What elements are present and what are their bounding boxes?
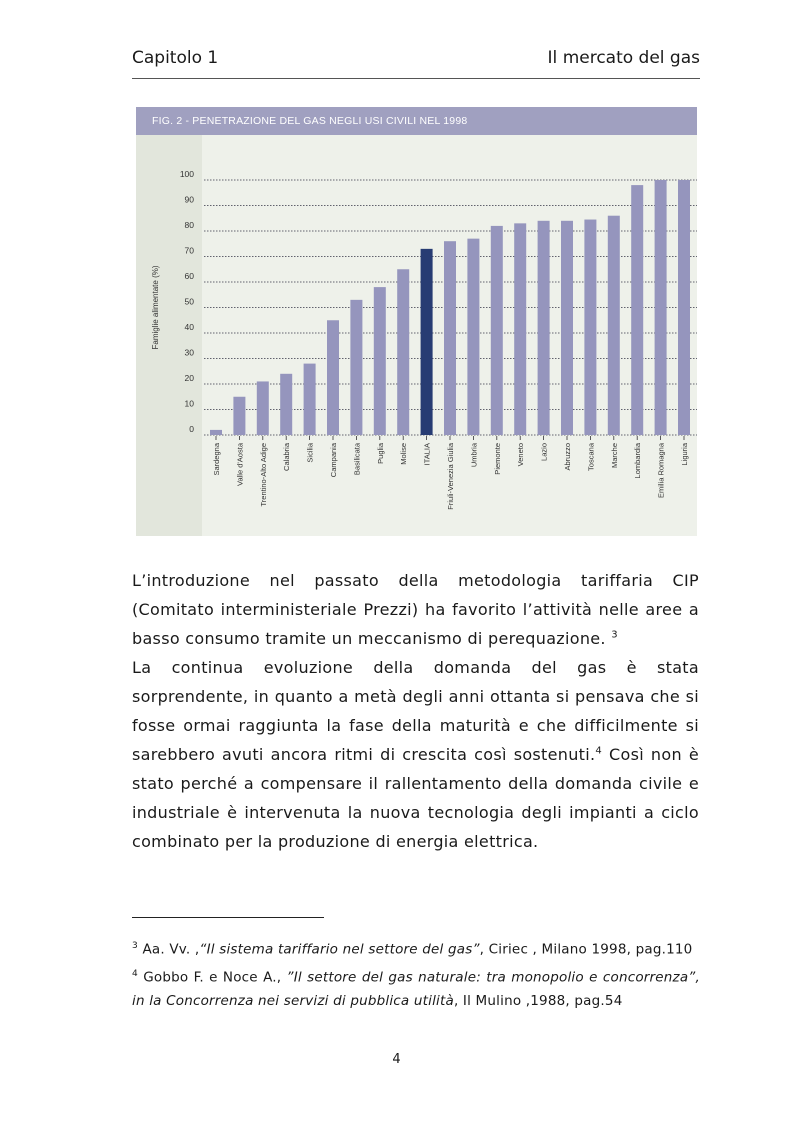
body-text: [132, 566, 699, 856]
y-tick-label: 40: [184, 322, 194, 332]
x-tick-label: Campania: [329, 443, 338, 478]
bar-veneto: [514, 223, 526, 435]
bar-chart: [136, 107, 697, 536]
page-number: 4: [392, 1052, 401, 1067]
footnote-ref-3[interactable]: 3: [611, 629, 618, 641]
x-tick-label: Umbria: [469, 443, 479, 468]
bar-puglia: [374, 287, 386, 435]
bar-sicilia: [304, 364, 316, 435]
bar-valle-d-aosta: [233, 397, 245, 435]
y-tick-label: 100: [179, 169, 194, 179]
footnote-4: $^4$ Gobbo F. e Noce A., ”Il settore del gas naturale: tra monopolio e concorrenza”, in la Concorrenza nei servizi di pubblica utilità, Il Mulino ,1988, pag.54: [132, 968, 700, 1009]
chapter-title: Capitolo 1: [132, 48, 219, 68]
y-tick-label: 0: [189, 424, 194, 434]
bar-umbria: [467, 239, 479, 435]
bar-trentino-alto-adige: [257, 381, 269, 435]
bar-campania: [327, 320, 339, 435]
x-tick-label: Veneto: [516, 443, 526, 467]
x-tick-label: Sardegna: [212, 443, 221, 476]
y-tick-label: 50: [184, 296, 194, 307]
bar-abruzzo: [561, 221, 573, 435]
y-axis-label: Famiglie alimentate (%): [151, 265, 160, 350]
y-tick-label: 70: [184, 245, 194, 256]
footnote-ref-4[interactable]: 4: [595, 745, 603, 757]
x-tick-label: Sicilia: [305, 443, 315, 463]
bar-sardegna: [210, 430, 222, 435]
x-tick-label: Puglia: [375, 443, 385, 464]
x-tick-label: Basilicata: [352, 443, 362, 476]
y-tick-label: 20: [184, 373, 194, 383]
y-tick-label: 90: [184, 194, 194, 205]
bar-calabria: [280, 374, 292, 435]
bar-liguria: [678, 180, 690, 435]
x-tick-label: Liguria: [680, 443, 689, 466]
x-tick-label: Valle d'Aosta: [235, 443, 245, 486]
bar-molise: [397, 269, 409, 435]
bar-toscana: [584, 220, 596, 435]
y-tick-label: 80: [184, 220, 194, 230]
y-tick-label: 60: [184, 271, 194, 281]
paragraph-1: L’introduzione nel passato della metodologia tariffaria CIP (Comitato interministeriale Prezzi) ha favorito l’attività nelle aree a basso consumo tramite un meccanismo di perequazione. $^3$: [132, 571, 699, 648]
footnote-rule: [132, 917, 324, 918]
x-tick-label: ITALIA: [422, 443, 432, 466]
x-tick-label: Marche: [609, 443, 619, 469]
page-header: [132, 48, 700, 72]
bar-italia: [421, 249, 433, 435]
bar-basilicata: [350, 300, 362, 435]
footnotes: [132, 934, 700, 1013]
bar-emilia-romagna: [655, 180, 667, 435]
paragraph-2: La continua evoluzione della domanda del gas è stata sorprendente, in quanto a metà degli anni ottanta si pensava che si fosse ormai raggiunta la fase della maturità e che difficilmente si sarebbero avuti ancora ritmi di crescita così sostenuti.$^4$ Così non è stato perché a compensare il rallentamento della domanda civile e industriale è intervenuta la nuova tecnologia degli impianti a ciclo combinato per la produzione di energia elettrica.: [132, 658, 699, 851]
bar-friuli-venezia-giulia: [444, 241, 456, 435]
x-tick-label: Calabria: [282, 443, 292, 471]
x-tick-label: Molise: [399, 443, 409, 465]
figure-box: [136, 107, 697, 536]
section-title: Il mercato del gas: [547, 48, 700, 68]
figure-caption: FIG. 2 - PENETRAZIONE DEL GAS NEGLI USI CIVILI NEL 1998: [136, 107, 697, 135]
y-tick-label: 10: [184, 398, 194, 409]
x-tick-label: Abruzzo: [563, 443, 572, 471]
bar-lombardia: [631, 185, 643, 435]
footnote-3: $^3$ Aa. Vv. ,“Il sistema tariffario nel settore del gas”, Ciriec , Milano 1998, pag.110: [132, 941, 693, 958]
x-tick-label: Lombardia: [633, 443, 643, 479]
header-rule: [132, 78, 700, 79]
x-tick-label: Toscana: [586, 443, 596, 471]
x-tick-label: Trentino-Alto Adige: [258, 443, 268, 507]
x-tick-label: Friuli-Venezia Giulia: [446, 443, 455, 510]
x-tick-label: Emilia Romagna: [656, 443, 666, 499]
y-tick-label: 30: [184, 347, 194, 358]
bar-piemonte: [491, 226, 503, 435]
bar-lazio: [538, 221, 550, 435]
x-tick-label: Piemonte: [492, 443, 502, 475]
x-tick-label: Lazio: [539, 443, 549, 461]
bar-marche: [608, 216, 620, 435]
